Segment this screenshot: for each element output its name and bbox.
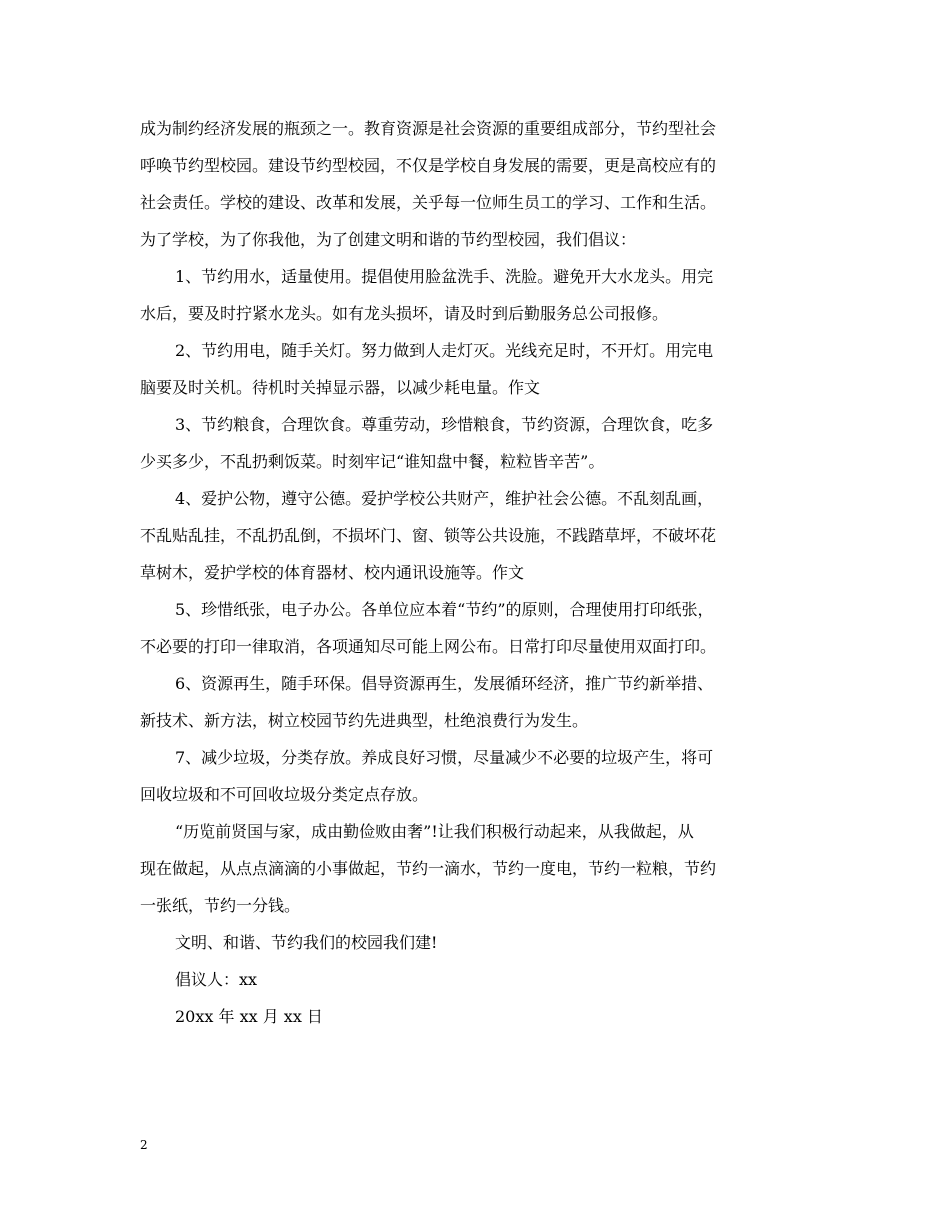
text-line: “历览前贤国与家，成由勤俭败由奢”!让我们积极行动起来，从我做起，从 bbox=[175, 822, 694, 841]
text-line: 回收垃圾和不可回收垃圾分类定点存放。 bbox=[140, 785, 429, 804]
text-line: 2、节约用电，随手关灯。努力做到人走灯灭。光线充足时，不开灯。用完电 bbox=[175, 341, 714, 360]
text-line: 社会责任。学校的建设、改革和发展，关乎每一位师生员工的学习、工作和生活。 bbox=[140, 193, 717, 212]
text-line: 为了学校，为了你我他，为了创建文明和谐的节约型校园，我们倡议： bbox=[140, 230, 637, 249]
text-line: 不乱贴乱挂，不乱扔乱倒，不损坏门、窗、锁等公共设施，不践踏草坪，不破坏花 bbox=[140, 526, 717, 545]
text-line: 5、珍惜纸张，电子办公。各单位应本着“节约”的原则，合理使用打印纸张， bbox=[175, 600, 714, 619]
text-line: 4、爱护公物，遵守公德。爱护学校公共财产，维护社会公德。不乱刻乱画， bbox=[175, 489, 714, 508]
text-line: 6、资源再生，随手环保。倡导资源再生，发展循环经济，推广节约新举措、 bbox=[175, 674, 714, 693]
text-line: 一张纸，节约一分钱。 bbox=[140, 896, 301, 915]
text-line: 成为制约经济发展的瓶颈之一。教育资源是社会资源的重要组成部分，节约型社会 bbox=[140, 119, 717, 138]
text-line: 不必要的打印一律取消，各项通知尽可能上网公布。日常打印尽量使用双面打印。 bbox=[140, 637, 717, 656]
text-line: 7、减少垃圾，分类存放。养成良好习惯，尽量减少不必要的垃圾产生，将可 bbox=[175, 748, 714, 767]
page-number: 2 bbox=[140, 1138, 148, 1152]
signature-line: 倡议人：xx bbox=[175, 970, 258, 989]
text-line: 1、节约用水，适量使用。提倡使用脸盆洗手、洗脸。避免开大水龙头。用完 bbox=[175, 267, 714, 286]
text-line: 新技术、新方法，树立校园节约先进典型，杜绝浪费行为发生。 bbox=[140, 711, 589, 730]
text-line: 3、节约粮食，合理饮食。尊重劳动，珍惜粮食，节约资源，合理饮食，吃多 bbox=[175, 415, 714, 434]
text-line: 现在做起，从点点滴滴的小事做起，节约一滴水，节约一度电，节约一粒粮，节约 bbox=[140, 859, 717, 878]
date-line: 20xx 年 xx 月 xx 日 bbox=[175, 1007, 323, 1026]
text-line: 文明、和谐、节约我们的校园我们建! bbox=[175, 933, 438, 952]
text-line: 脑要及时关机。待机时关掉显示器，以减少耗电量。作文 bbox=[140, 378, 541, 397]
text-line: 呼唤节约型校园。建设节约型校园，不仅是学校自身发展的需要，更是高校应有的 bbox=[140, 156, 717, 175]
text-line: 草树木，爱护学校的体育器材、校内通讯设施等。作文 bbox=[140, 563, 525, 582]
text-line: 少买多少，不乱扔剩饭菜。时刻牢记“谁知盘中餐，粒粒皆辛苦”。 bbox=[140, 452, 605, 471]
text-line: 水后，要及时拧紧水龙头。如有龙头损坏，请及时到后勤服务总公司报修。 bbox=[140, 304, 669, 323]
